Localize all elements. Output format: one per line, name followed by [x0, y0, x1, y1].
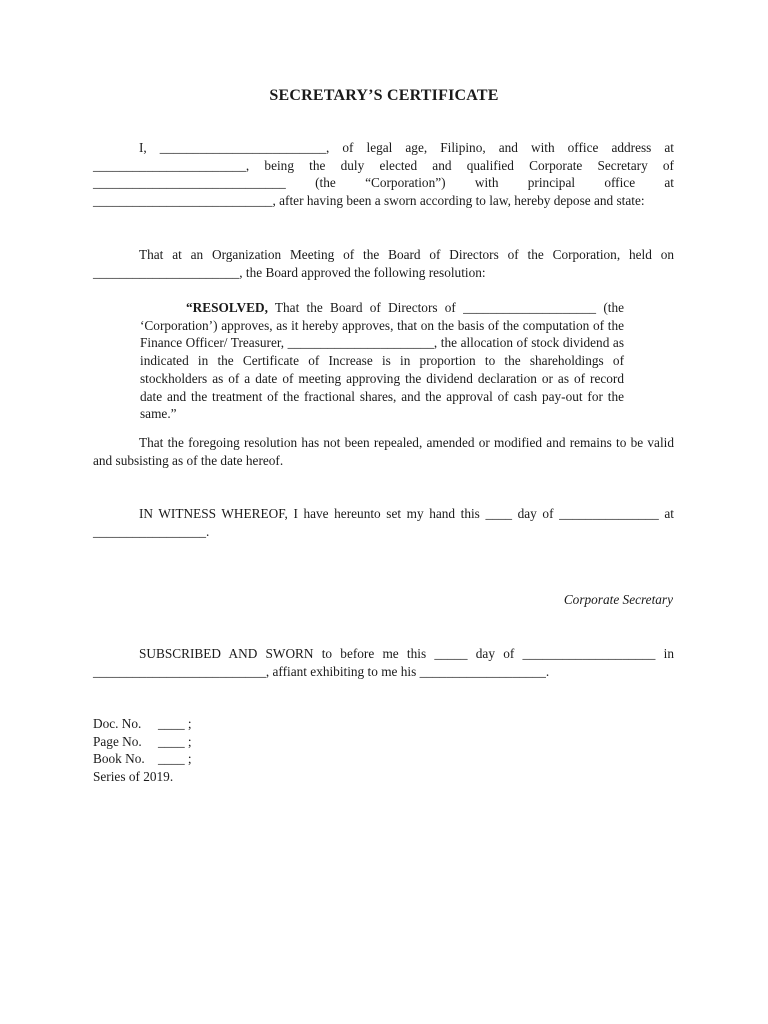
witness-paragraph: IN WITNESS WHEREOF, I have hereunto set my hand this ____ day of _______________ at _________________. — [93, 506, 674, 539]
validity-paragraph: That the foregoing resolution has not been repealed, amended or modified and remains to be valid and subsisting as of the date hereof. — [93, 435, 674, 468]
book-no-label: Book No. — [93, 751, 145, 767]
jurat-paragraph: SUBSCRIBED AND SWORN to before me this _____ day of ____________________ in __________________________, affiant exhibiting to me his ___________________. — [93, 646, 674, 679]
meeting-paragraph: That at an Organization Meeting of the Board of Directors of the Corporation, held on ______________________, the Board approved the following resolution: — [93, 247, 674, 280]
page-no-row — [93, 733, 192, 751]
signature-label: Corporate Secretary — [563, 592, 673, 607]
book-no-row — [93, 750, 192, 768]
resolved-lead: “RESOLVED, — [186, 300, 268, 315]
notarial-details — [93, 715, 192, 786]
doc-no-row — [93, 715, 192, 733]
affiant-paragraph: I, _________________________, of legal age, Filipino, and with office address at _______________________, being the duly elected and qualified Corporate Secretary of _____________________________ (the “Corporation”) with principal office at ___________________________, after having been a sworn according to law, hereby depose and state: — [93, 140, 674, 209]
resolution-paragraph — [140, 299, 624, 423]
book-no-blank: ____ ; — [158, 751, 192, 767]
doc-no-blank: ____ ; — [158, 716, 192, 731]
doc-no-label: Doc. No. — [93, 716, 142, 731]
document-title: SECRETARY’S CERTIFICATE — [269, 87, 499, 104]
resolution-text: That the Board of Directors of ____________________ (the ‘Corporation’) approves, as it hereby approves, that on the basis of the computation of the Finance Officer/ Treasurer, ______________________, the allocation of stock dividend as indicated in the Certificate of Increase is in proportion to the shareholdings of stockholders as of a date of meeting approving the dividend declaration or as of record date and the treatment of the fractional shares, and the approval of cash pay-out for the same.” — [140, 300, 624, 422]
page-no-blank: ____ ; — [158, 733, 192, 749]
series-line: Series of 2019. — [93, 769, 174, 785]
page-no-label: Page No. — [93, 733, 142, 749]
